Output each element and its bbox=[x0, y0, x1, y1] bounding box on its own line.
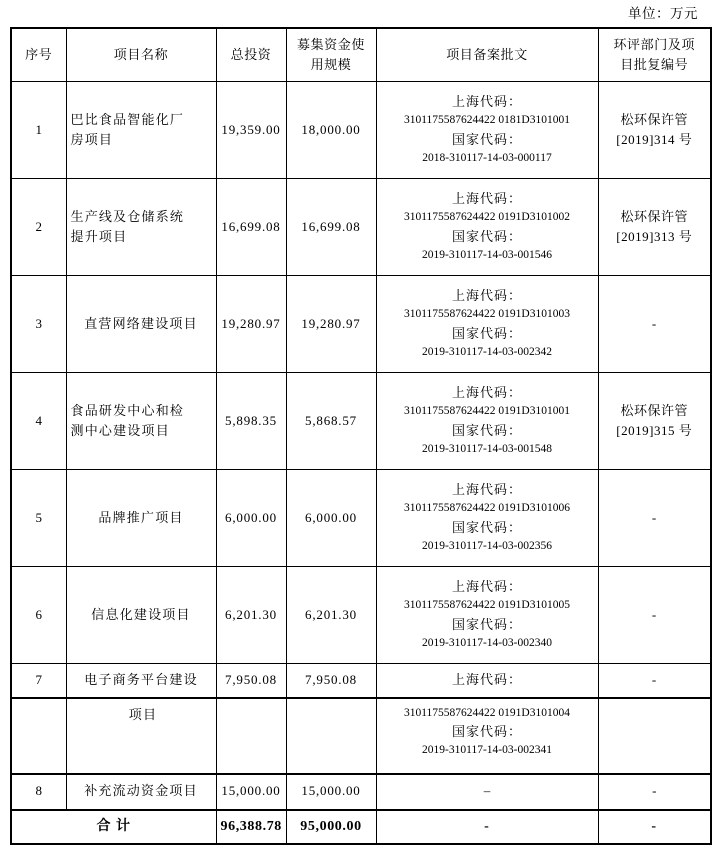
cell-filing-document bbox=[376, 470, 598, 567]
shanghai-code-value: 3101175587624422 0191D3101006 bbox=[403, 502, 570, 515]
cell-project-name-continued bbox=[66, 698, 216, 774]
cell-project-name bbox=[66, 567, 216, 664]
cell-raised-funds: 6,201.30 bbox=[286, 567, 376, 664]
table-row bbox=[11, 276, 711, 373]
national-code-value: 2019-310117-14-03-002341 bbox=[422, 744, 552, 757]
cell-env-approval: - bbox=[598, 470, 711, 567]
cell-seq: 3 bbox=[11, 276, 66, 373]
header-row bbox=[11, 28, 711, 82]
shanghai-code-value: 3101175587624422 0191D3101002 bbox=[403, 211, 570, 224]
env-approval-line1: 松环保许管 bbox=[620, 208, 688, 224]
table-row bbox=[11, 774, 711, 810]
table-row bbox=[11, 470, 711, 567]
cell-filing-document bbox=[376, 179, 598, 276]
table-row bbox=[11, 373, 711, 470]
table-total-row bbox=[11, 810, 711, 844]
national-code-label: 国家代码： bbox=[451, 229, 522, 244]
column-header-total-investment: 总投资 bbox=[216, 28, 286, 82]
cell-raised-funds: 18,000.00 bbox=[286, 82, 376, 179]
column-header-raised-funds bbox=[286, 28, 376, 82]
national-code-value: 2019-310117-14-03-001548 bbox=[422, 443, 552, 456]
column-header-raised-funds-line2: 用规模 bbox=[310, 57, 352, 72]
project-name-line2: 房项目 bbox=[70, 132, 114, 147]
national-code-label: 国家代码： bbox=[451, 132, 522, 147]
project-name-line1: 巴比食品智能化厂 bbox=[70, 111, 185, 127]
cell-project-name bbox=[66, 373, 216, 470]
cell-project-name bbox=[66, 470, 216, 567]
shanghai-code-label: 上海代码： bbox=[451, 482, 522, 498]
cell-filing-document bbox=[376, 567, 598, 664]
total-env-approval: - bbox=[598, 810, 711, 844]
cell-env-approval: - bbox=[598, 774, 711, 810]
cell-seq: 5 bbox=[11, 470, 66, 567]
project-name-line2: 项目 bbox=[128, 706, 158, 722]
column-header-filing-document: 项目备案批文 bbox=[376, 28, 598, 82]
cell-env-approval bbox=[598, 373, 711, 470]
cell-env-approval bbox=[598, 82, 711, 179]
table-row bbox=[11, 567, 711, 664]
cell-project-name bbox=[66, 276, 216, 373]
cell-seq: 6 bbox=[11, 567, 66, 664]
cell-total-investment-continued bbox=[216, 698, 286, 774]
project-name-line1: 品牌推广项目 bbox=[98, 509, 184, 525]
project-name-line1: 信息化建设项目 bbox=[91, 606, 191, 622]
cell-total-investment: 19,280.97 bbox=[216, 276, 286, 373]
cell-raised-funds-continued bbox=[286, 698, 376, 774]
cell-filing-document-continued bbox=[376, 698, 598, 774]
cell-project-name bbox=[66, 774, 216, 810]
shanghai-code-value: 3101175587624422 0191D3101001 bbox=[403, 405, 570, 418]
national-code-value: 2018-310117-14-03-000117 bbox=[422, 152, 552, 165]
env-approval-line1: 松环保许管 bbox=[620, 402, 688, 418]
cell-seq: 1 bbox=[11, 82, 66, 179]
cell-env-approval: - bbox=[598, 664, 711, 698]
national-code-label: 国家代码： bbox=[451, 520, 522, 535]
cell-project-name bbox=[66, 82, 216, 179]
project-name-line2: 提升项目 bbox=[70, 229, 128, 244]
cell-filing-document bbox=[376, 664, 598, 698]
shanghai-code-label: 上海代码： bbox=[451, 191, 522, 207]
cell-total-investment: 15,000.00 bbox=[216, 774, 286, 810]
shanghai-code-value: 3101175587624422 0191D3101005 bbox=[403, 599, 570, 612]
cell-raised-funds: 19,280.97 bbox=[286, 276, 376, 373]
table-header bbox=[11, 28, 711, 82]
env-approval-line2: [2019]314 号 bbox=[616, 132, 693, 147]
project-name-line1: 电子商务平台建设 bbox=[84, 672, 198, 688]
cell-raised-funds: 5,868.57 bbox=[286, 373, 376, 470]
total-label: 合 计 bbox=[11, 810, 216, 844]
project-name-line1: 食品研发中心和检 bbox=[70, 402, 185, 418]
cell-env-approval bbox=[598, 179, 711, 276]
total-raised-funds: 95,000.00 bbox=[286, 810, 376, 844]
cell-filing-document bbox=[376, 82, 598, 179]
project-name-line1: 生产线及仓储系统 bbox=[70, 208, 185, 224]
column-header-project-name: 项目名称 bbox=[66, 28, 216, 82]
national-code-value: 2019-310117-14-03-002340 bbox=[422, 637, 552, 650]
shanghai-code-value: 3101175587624422 0191D3101003 bbox=[403, 308, 570, 321]
env-approval-line1: 松环保许管 bbox=[620, 111, 688, 127]
cell-total-investment: 19,359.00 bbox=[216, 82, 286, 179]
project-name-line1: 补充流动资金项目 bbox=[84, 783, 198, 799]
project-name-line1: 直营网络建设项目 bbox=[84, 315, 198, 331]
cell-total-investment: 5,898.35 bbox=[216, 373, 286, 470]
env-approval-line2: [2019]313 号 bbox=[616, 229, 693, 244]
cell-raised-funds: 6,000.00 bbox=[286, 470, 376, 567]
national-code-label: 国家代码： bbox=[451, 423, 522, 438]
national-code-label: 国家代码： bbox=[451, 724, 522, 740]
table-row-split-top bbox=[11, 664, 711, 698]
column-header-env-approval-line2: 目批复编号 bbox=[620, 57, 689, 72]
cell-seq: 8 bbox=[11, 774, 66, 810]
national-code-label: 国家代码： bbox=[451, 617, 522, 632]
cell-env-approval: - bbox=[598, 276, 711, 373]
env-approval-line2: [2019]315 号 bbox=[616, 423, 693, 438]
cell-total-investment: 6,201.30 bbox=[216, 567, 286, 664]
shanghai-code-label: 上海代码： bbox=[451, 385, 522, 401]
total-investment: 96,388.78 bbox=[216, 810, 286, 844]
cell-seq: 2 bbox=[11, 179, 66, 276]
cell-project-name bbox=[66, 664, 216, 698]
table-row bbox=[11, 179, 711, 276]
shanghai-code-value: 3101175587624422 0181D3101001 bbox=[403, 114, 570, 127]
shanghai-code-label: 上海代码： bbox=[451, 94, 522, 110]
fundraising-projects-table bbox=[10, 27, 712, 845]
shanghai-code-label: 上海代码： bbox=[451, 288, 522, 304]
cell-total-investment: 7,950.08 bbox=[216, 664, 286, 698]
table-body bbox=[11, 82, 711, 844]
column-header-env-approval bbox=[598, 28, 711, 82]
table-row bbox=[11, 82, 711, 179]
shanghai-code-value: 3101175587624422 0191D3101004 bbox=[403, 706, 570, 719]
unit-caption: 单位：万元 bbox=[628, 6, 698, 21]
cell-seq-continued bbox=[11, 698, 66, 774]
cell-env-approval-continued bbox=[598, 698, 711, 774]
national-code-label: 国家代码： bbox=[451, 326, 522, 341]
column-header-raised-funds-line1: 募集资金使 bbox=[296, 36, 365, 52]
cell-raised-funds: 7,950.08 bbox=[286, 664, 376, 698]
project-name-line2: 测中心建设项目 bbox=[70, 423, 170, 438]
cell-total-investment: 6,000.00 bbox=[216, 470, 286, 567]
cell-seq: 7 bbox=[11, 664, 66, 698]
cell-filing-document: – bbox=[376, 774, 598, 810]
column-header-seq: 序号 bbox=[11, 28, 66, 82]
national-code-value: 2019-310117-14-03-002356 bbox=[422, 540, 552, 553]
total-filing-document: - bbox=[376, 810, 598, 844]
column-header-env-approval-line1: 环评部门及项 bbox=[613, 36, 696, 52]
cell-env-approval: - bbox=[598, 567, 711, 664]
cell-filing-document bbox=[376, 276, 598, 373]
cell-raised-funds: 15,000.00 bbox=[286, 774, 376, 810]
national-code-value: 2019-310117-14-03-001546 bbox=[422, 249, 552, 262]
cell-project-name bbox=[66, 179, 216, 276]
shanghai-code-label: 上海代码： bbox=[451, 579, 522, 595]
cell-seq: 4 bbox=[11, 373, 66, 470]
shanghai-code-label: 上海代码： bbox=[451, 672, 522, 688]
cell-total-investment: 16,699.08 bbox=[216, 179, 286, 276]
cell-raised-funds: 16,699.08 bbox=[286, 179, 376, 276]
national-code-value: 2019-310117-14-03-002342 bbox=[422, 346, 552, 359]
cell-filing-document bbox=[376, 373, 598, 470]
table-row-split-bottom bbox=[11, 698, 711, 774]
